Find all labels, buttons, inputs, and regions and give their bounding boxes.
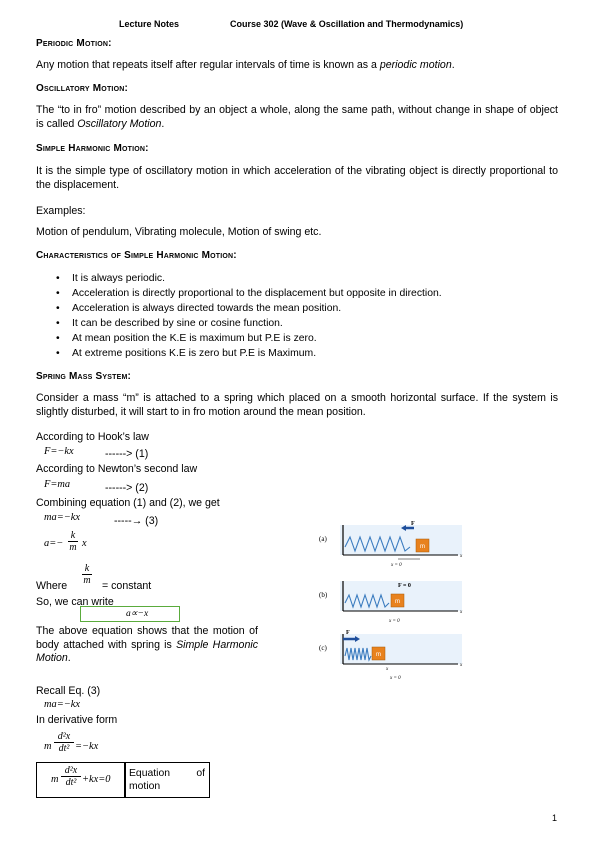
deriv-rhs: =−kx — [75, 741, 99, 752]
heading-oscillatory-motion: Oscillatory Motion: — [36, 83, 128, 94]
deriv-m: m — [44, 741, 52, 752]
examples-label: Examples: — [36, 205, 86, 217]
derivative-label: In derivative form — [36, 714, 118, 726]
deriv-denominator: dt² — [54, 742, 74, 754]
proportionality-box — [80, 606, 180, 622]
where-label: Where — [36, 580, 68, 592]
accel-lhs: a=− — [44, 538, 64, 549]
recall-label: Recall Eq. (3) — [36, 685, 101, 697]
where-fraction — [82, 563, 92, 586]
deriv-numerator: d²x — [57, 731, 71, 742]
combined-ref: -----→ (3) — [114, 515, 159, 527]
examples-text: Motion of pendulum, Vibrating molecule, Motion of swing etc. — [36, 226, 322, 238]
oscillatory-emphasis: Oscillatory Motion — [77, 117, 162, 130]
zero-label-c: x = 0 — [390, 676, 401, 681]
paragraph-conclusion — [36, 625, 258, 666]
equation-of-motion-label-cell — [124, 762, 210, 798]
page-number: 1 — [552, 813, 558, 823]
heading-shm: Simple Harmonic Motion: — [36, 143, 149, 154]
newton-equation: F=ma — [44, 479, 71, 490]
conclusion-text: The above equation shows that the motion of body attached with spring is — [36, 625, 258, 651]
equation-of-motion-cell — [36, 762, 126, 798]
panel-label-c: (c) — [319, 644, 327, 652]
where-numerator: k — [84, 563, 90, 574]
force-label-b: F = 0 — [398, 583, 411, 589]
combined-equation: ma=−kx — [44, 512, 80, 523]
spring-mass-figure — [310, 515, 470, 685]
panel-label-a: (a) — [319, 535, 327, 543]
mass-label-c: m — [376, 652, 381, 658]
mass-label-a: m — [420, 544, 425, 550]
final-denominator: dt² — [61, 776, 81, 788]
final-rhs: +kx=0 — [82, 774, 111, 785]
periodic-emphasis: periodic motion — [379, 59, 452, 71]
proportionality-equation: a∝−x — [126, 609, 149, 619]
final-m: m — [51, 774, 59, 785]
final-label: Equation of motion — [129, 768, 205, 792]
characteristics-list — [56, 272, 442, 361]
conclusion-end: . — [67, 652, 71, 665]
force-label-a: F — [411, 521, 415, 527]
heading-spring-mass: Spring Mass System: — [36, 371, 132, 382]
list-item: • It is always periodic. — [56, 272, 442, 287]
list-item: • Acceleration is directly proportional to the displacement but opposite in direction. — [56, 287, 442, 302]
oscillatory-end: . — [161, 117, 165, 130]
force-label-c: F — [346, 630, 350, 636]
accel-denominator: m — [69, 542, 77, 553]
periodic-end: . — [451, 59, 455, 71]
deriv-fraction — [54, 731, 74, 754]
paragraph-periodic — [36, 59, 558, 73]
combine-label: Combining equation (1) and (2), we get — [36, 497, 220, 509]
axis-label-a: x — [460, 554, 463, 559]
paragraph-spring: Consider a mass “m” is attached to a spring which placed on a smooth horizontal surface. If the system is slightly disturbed, it will start to in fro motion around the mean position. — [36, 392, 558, 418]
zero-label-a: x = 0 — [391, 563, 402, 568]
newton-label: According to Newton’s second law — [36, 463, 198, 475]
periodic-text: Any motion that repeats itself after regular intervals of time is known as a — [36, 59, 380, 71]
list-item: • Acceleration is always directed towards the mean position. — [56, 302, 442, 317]
heading-periodic-motion: Periodic Motion: — [36, 38, 112, 49]
conclusion-emphasis: Simple Harmonic Motion — [36, 638, 258, 665]
axis-label-c: x — [460, 663, 463, 668]
header-right: Course 302 (Wave & Oscillation and Thermodynamics) — [230, 19, 464, 29]
oscillatory-text: The “to in fro” motion described by an object a whole, along the same path, without change in shape of object is called — [36, 104, 558, 130]
paragraph-shm: It is the simple type of oscillatory motion in which acceleration of the vibrating object is directly proportional to the displacement. — [36, 165, 558, 191]
hooke-equation: F=−kx — [44, 446, 74, 457]
paragraph-oscillatory — [36, 104, 558, 131]
list-item: • At extreme positions K.E is zero but P.E is Maximum. — [56, 347, 442, 362]
panel-label-b: (b) — [319, 591, 328, 599]
final-numerator: d²x — [64, 765, 78, 776]
where-rest: = constant — [102, 580, 152, 592]
accel-x: x — [82, 538, 87, 549]
list-item: • It can be described by sine or cosine function. — [56, 317, 442, 332]
zero-label-b: x = 0 — [389, 619, 400, 624]
tick-label-c: x — [386, 667, 389, 672]
hooke-ref: ------> (1) — [105, 448, 149, 460]
header-left: Lecture Notes — [119, 19, 180, 29]
mass-label-b: m — [395, 599, 400, 605]
hooke-label: According to Hook’s law — [36, 431, 149, 443]
heading-characteristics: Characteristics of Simple Harmonic Motion: — [36, 250, 237, 261]
list-item: • At mean position the K.E is maximum but P.E is zero. — [56, 332, 442, 347]
so-label: So, we can write — [36, 596, 114, 608]
accel-fraction — [68, 530, 78, 553]
accel-numerator: k — [70, 530, 76, 541]
recall-equation: ma=−kx — [44, 699, 80, 710]
final-fraction — [61, 765, 81, 788]
axis-label-b: x — [460, 610, 463, 615]
newton-ref: ------> (2) — [105, 482, 149, 494]
where-denominator: m — [83, 575, 91, 586]
